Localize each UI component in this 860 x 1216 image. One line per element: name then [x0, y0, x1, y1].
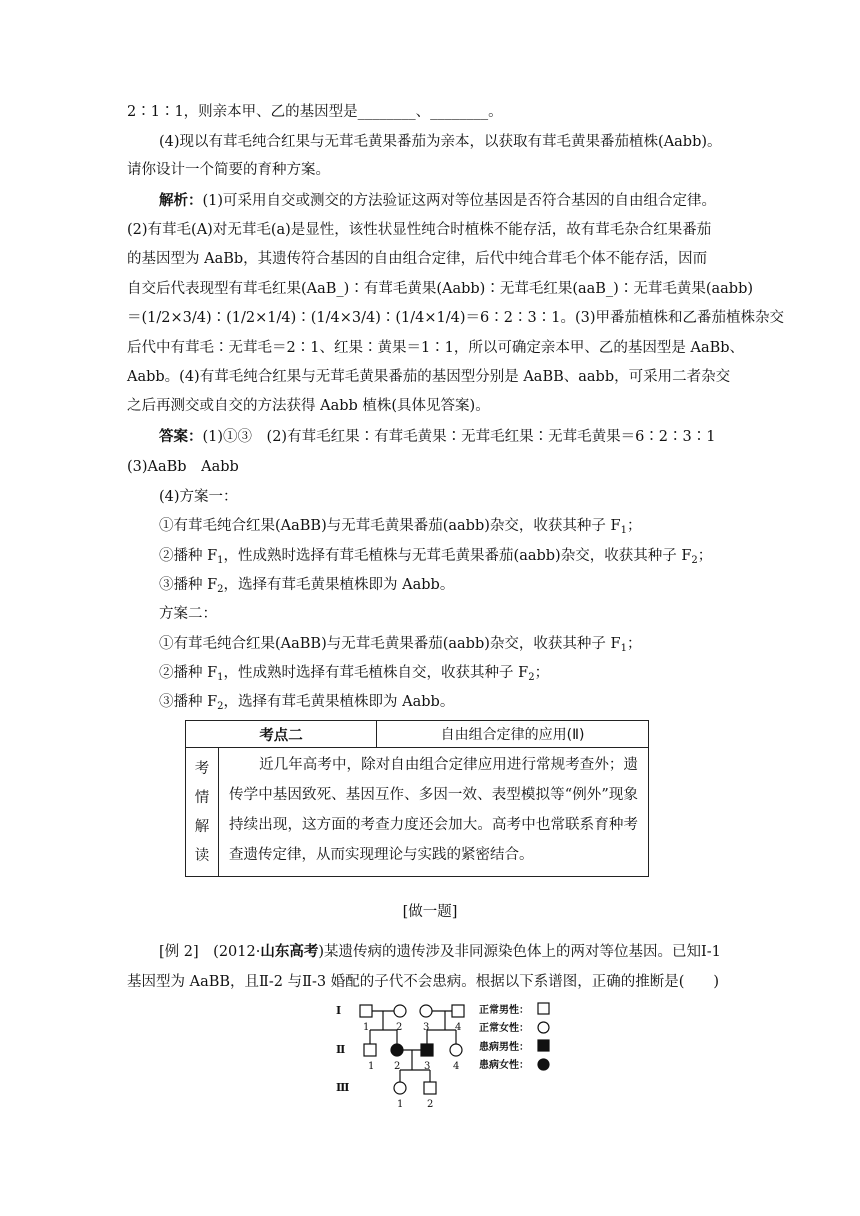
analysis-line-2: (2)有茸毛(A)对无茸毛(a)是显性，该性状显性纯合时植株不能存活，故有茸毛杂合红果番茄: [127, 222, 712, 238]
svg-text:1: 1: [397, 1099, 404, 1110]
example-line-2: 基因型为 AaBB，且Ⅱ-2 与Ⅱ-3 婚配的子代不会患病。根据以下系谱图，正确的推断是( ): [127, 974, 720, 990]
analysis-line-6: 后代中有茸毛∶无茸毛＝2∶1、红果∶黄果＝1∶1，所以可确定亲本甲、乙的基因型是 AaBb、: [127, 340, 745, 356]
legend-affected-female-icon: [538, 1059, 549, 1070]
gen3-female-1: [394, 1082, 406, 1094]
svg-text:2: 2: [394, 1061, 401, 1072]
svg-text:4: 4: [455, 1022, 462, 1033]
gen2-affected-female-2: [391, 1044, 403, 1056]
plan2-title: 方案二：: [159, 606, 217, 622]
svg-text:3: 3: [424, 1061, 431, 1072]
analysis-line-7: Aabb。(4)有茸毛纯合红果与无茸毛黄果番茄的基因型分别是 AaBB、aabb，可采用二者杂交: [127, 369, 731, 385]
gen1-male-4: [452, 1005, 464, 1017]
gen1-male-1: [360, 1005, 372, 1017]
svg-text:1: 1: [363, 1022, 370, 1033]
legend-affected-male-icon: [538, 1040, 549, 1051]
svg-text:4: 4: [453, 1061, 460, 1072]
legend-normal-male-icon: [538, 1003, 549, 1014]
svg-text:1: 1: [368, 1061, 375, 1072]
kaodian-table: [185, 720, 649, 877]
gen2-male-1: [364, 1044, 376, 1056]
plan2-step3: ③播种 $F_2$，选择有茸毛黄果植株即为 Aabb。: [159, 694, 455, 712]
kaodian-title: 考点二: [186, 721, 377, 748]
question-4-line1: (4)现以有茸毛纯合红果与无茸毛黄果番茄为亲本，以获取有茸毛黄果番茄植株(Aabb)。: [159, 134, 722, 150]
analysis-line-3: 的基因型为 AaBb，其遗传符合基因的自由组合定律，后代中纯合茸毛个体不能存活，因而: [127, 251, 708, 267]
gen1-female-2: [394, 1005, 406, 1017]
analysis-text: (1)可采用自交或测交的方法验证这两对等位基因是否符合基因的自由组合定律。: [202, 193, 717, 209]
kaodian-body: 近几年高考中，除对自由组合定律应用进行常规考查外；遗传学中基因致死、基因互作、多因一效、表型模拟等“例外”现象持续出现，这方面的考查力度还会加大。高考中也常联系育种考查遗传定律，从而实现理论与实践的紧密结合。: [219, 748, 649, 877]
analysis-line-5: ＝(1/2×3/4)∶(1/2×1/4)∶(1/4×3/4)∶(1/4×1/4)＝6∶2∶3∶1。(3)甲番茄植株和乙番茄植株杂交: [127, 310, 784, 326]
legend-affected-male: 患病男性：: [479, 1042, 529, 1053]
svg-text:2: 2: [396, 1022, 403, 1033]
legend-affected-female: 患病女性：: [479, 1060, 529, 1071]
answer-line-2: (3)AaBb Aabb: [127, 459, 239, 475]
answer-line-1: [159, 427, 769, 447]
answer-text: (1)①③ (2)有茸毛红果∶有茸毛黄果∶无茸毛红果∶无茸毛黄果＝6∶2∶3∶1: [202, 429, 716, 445]
gen1-female-3: [420, 1005, 432, 1017]
gen-label-3: Ⅲ: [336, 1081, 350, 1094]
plan2-step2: ②播种 $F_1$，性成熟时选择有茸毛植株自交，收获其种子 $F_2$；: [159, 665, 550, 683]
analysis-line-1: [159, 191, 769, 211]
question-4-line2: 请你设计一个简要的育种方案。: [127, 162, 330, 178]
svg-text:3: 3: [423, 1022, 430, 1033]
legend-normal-female-icon: [538, 1022, 549, 1033]
plan1-step2: ②播种 $F_1$，性成熟时选择有茸毛植株与无茸毛黄果番茄(aabb)杂交，收获其种子 $F_2$；: [159, 548, 713, 566]
gen2-affected-male-3: [421, 1044, 433, 1056]
plan1-step3: ③播种 $F_2$，选择有茸毛黄果植株即为 Aabb。: [159, 577, 455, 595]
gen2-female-4: [450, 1044, 462, 1056]
analysis-label: 解析：: [159, 192, 203, 209]
plan-intro: (4)方案一：: [159, 489, 238, 505]
question-3-tail: 2∶1∶1，则亲本甲、乙的基因型是________、________。: [127, 104, 503, 120]
example-line-1: [例 2] (2012·山东高考)某遗传病的遗传涉及非同源染色体上的两对等位基因。已知Ⅰ-1: [159, 943, 721, 960]
answer-label: 答案：: [159, 428, 203, 445]
plan1-step1: ①有茸毛纯合红果(AaBB)与无茸毛黄果番茄(aabb)杂交，收获其种子 $F_1$；: [159, 518, 642, 536]
kaodian-side-label: 考 情 解 读: [186, 748, 219, 877]
legend-normal-female: 正常女性：: [479, 1023, 529, 1034]
pedigree-chart: [330, 1000, 570, 1110]
plan2-step1: ①有茸毛纯合红果(AaBB)与无茸毛黄果番茄(aabb)杂交，收获其种子 $F_1$；: [159, 636, 642, 654]
kaodian-subtitle: 自由组合定律的应用(Ⅱ): [377, 721, 649, 748]
gen3-male-2: [424, 1082, 436, 1094]
gen-label-1: Ⅰ: [336, 1004, 342, 1017]
analysis-line-4: 自交后代表现型有茸毛红果(AaB_)∶有茸毛黄果(Aabb)∶无茸毛红果(aaB_)∶无茸毛黄果(aabb): [127, 281, 754, 297]
gen-label-2: Ⅱ: [336, 1043, 346, 1056]
section-title: [做一题]: [402, 904, 458, 920]
analysis-line-8: 之后再测交或自交的方法获得 Aabb 植株(具体见答案)。: [127, 398, 490, 414]
legend-normal-male: 正常男性：: [479, 1005, 529, 1016]
svg-text:2: 2: [427, 1099, 434, 1110]
